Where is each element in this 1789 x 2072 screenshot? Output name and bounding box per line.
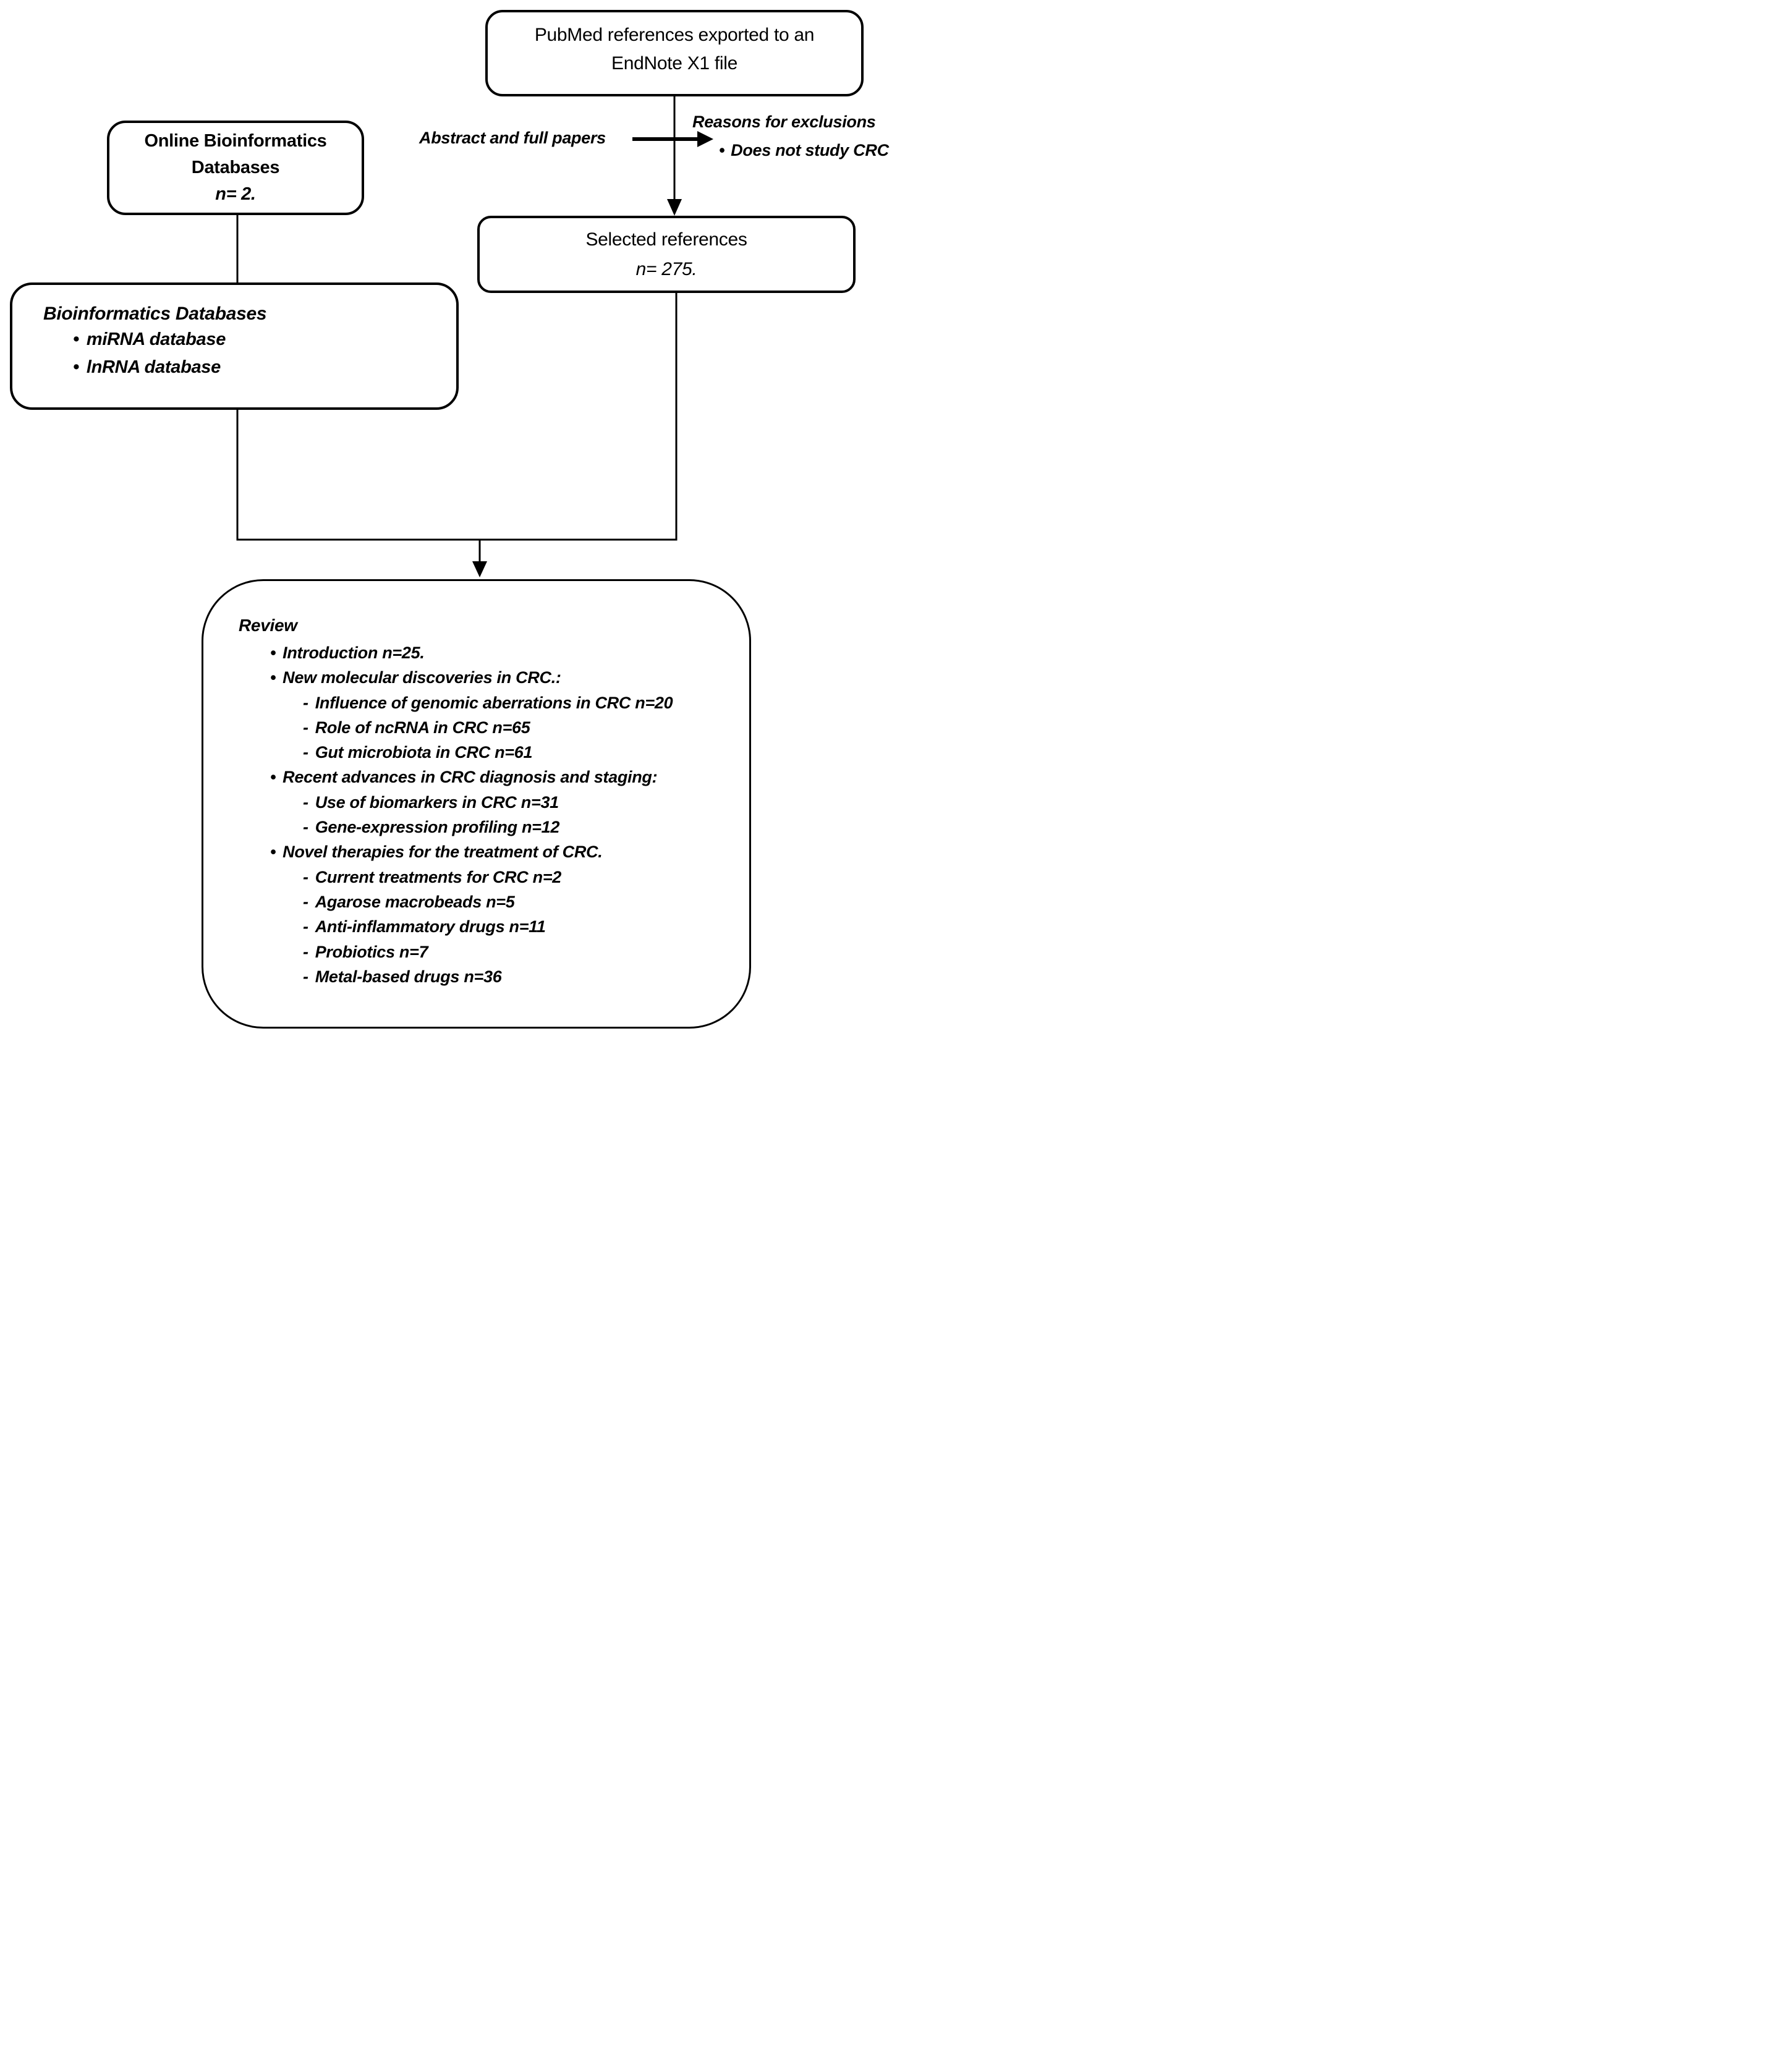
review-subitem xyxy=(303,940,749,964)
review-item-text: Probiotics n=7 xyxy=(315,942,428,961)
dash-icon: - xyxy=(303,942,308,961)
dash-icon: - xyxy=(303,867,308,886)
exclusion-reason-text: Does not study CRC xyxy=(731,141,889,159)
arrow-merge-to-review-head xyxy=(472,561,487,577)
dash-icon: - xyxy=(303,718,308,737)
list-item xyxy=(73,354,456,381)
dash-icon: - xyxy=(303,743,308,762)
review-subitem xyxy=(303,715,749,740)
review-item-text: Current treatments for CRC n=2 xyxy=(315,867,562,886)
bullet-icon: • xyxy=(270,668,276,687)
pubmed-export-line2: EndNote X1 file xyxy=(611,53,737,74)
review-subitem xyxy=(303,740,749,765)
dash-icon: - xyxy=(303,818,308,837)
review-item-text: Role of ncRNA in CRC n=65 xyxy=(315,718,530,737)
review-title: Review xyxy=(239,616,297,635)
bioinformatics-databases-box xyxy=(10,282,459,410)
review-subitem xyxy=(303,690,749,715)
bullet-icon: • xyxy=(73,329,79,349)
review-subitem xyxy=(303,914,749,939)
review-item-text: Recent advances in CRC diagnosis and staging: xyxy=(283,768,658,787)
online-databases-box xyxy=(107,121,364,215)
selected-references-line1: Selected references xyxy=(585,229,747,250)
list-item xyxy=(73,326,456,354)
dash-icon: - xyxy=(303,693,308,712)
review-subitem xyxy=(303,964,749,989)
bioinformatics-databases-title: Bioinformatics Databases xyxy=(43,304,267,324)
abstract-full-papers-label: Abstract and full papers xyxy=(419,129,606,147)
review-item-text: Gut microbiota in CRC n=61 xyxy=(315,743,533,762)
online-databases-line1: Online Bioinformatics xyxy=(144,131,327,151)
dash-icon: - xyxy=(303,917,308,936)
review-subitem xyxy=(303,865,749,890)
review-item-text: Use of biomarkers in CRC n=31 xyxy=(315,792,559,812)
flowchart-canvas xyxy=(0,0,894,1036)
review-subitem xyxy=(303,890,749,914)
review-content xyxy=(203,581,749,989)
bullet-icon: • xyxy=(270,843,276,862)
review-item xyxy=(270,765,749,789)
review-subitem xyxy=(303,790,749,815)
review-subitem xyxy=(303,815,749,839)
review-item-text: Metal-based drugs n=36 xyxy=(315,967,502,986)
review-item-text: Agarose macrobeads n=5 xyxy=(315,892,515,911)
online-databases-count: n= 2. xyxy=(215,184,256,204)
bioinformatics-databases-content xyxy=(12,285,456,381)
bullet-icon: • xyxy=(73,357,79,377)
selected-references-count: n= 275. xyxy=(635,258,697,279)
online-databases-line2: Databases xyxy=(191,158,280,177)
review-item-text: Novel therapies for the treatment of CRC. xyxy=(283,843,603,862)
dash-icon: - xyxy=(303,892,308,911)
dash-icon: - xyxy=(303,792,308,812)
bullet-icon: • xyxy=(719,141,725,159)
selected-references-box xyxy=(477,216,856,293)
review-item xyxy=(270,665,749,690)
reasons-for-exclusions-title: Reasons for exclusions xyxy=(692,113,876,131)
review-item-text: Gene-expression profiling n=12 xyxy=(315,818,560,837)
pubmed-export-line1: PubMed references exported to an xyxy=(534,25,815,45)
review-item-text: New molecular discoveries in CRC.: xyxy=(283,668,561,687)
bullet-icon: • xyxy=(270,768,276,787)
review-item xyxy=(270,839,749,864)
arrow-exclusions-head xyxy=(697,131,713,147)
review-item-text: Anti-inflammatory drugs n=11 xyxy=(315,917,546,936)
review-item xyxy=(270,640,749,665)
mirna-database-label: miRNA database xyxy=(86,329,226,349)
dash-icon: - xyxy=(303,967,308,986)
review-item-text: Introduction n=25. xyxy=(283,643,425,662)
bullet-icon: • xyxy=(270,643,276,662)
review-item-text: Influence of genomic aberrations in CRC n=20 xyxy=(315,693,673,712)
arrow-pubmed-to-selected-head xyxy=(667,199,682,216)
pubmed-export-box xyxy=(485,10,864,96)
exclusion-reason-item xyxy=(719,141,889,160)
lnrna-database-label: lnRNA database xyxy=(86,357,221,377)
review-box xyxy=(202,579,751,1029)
